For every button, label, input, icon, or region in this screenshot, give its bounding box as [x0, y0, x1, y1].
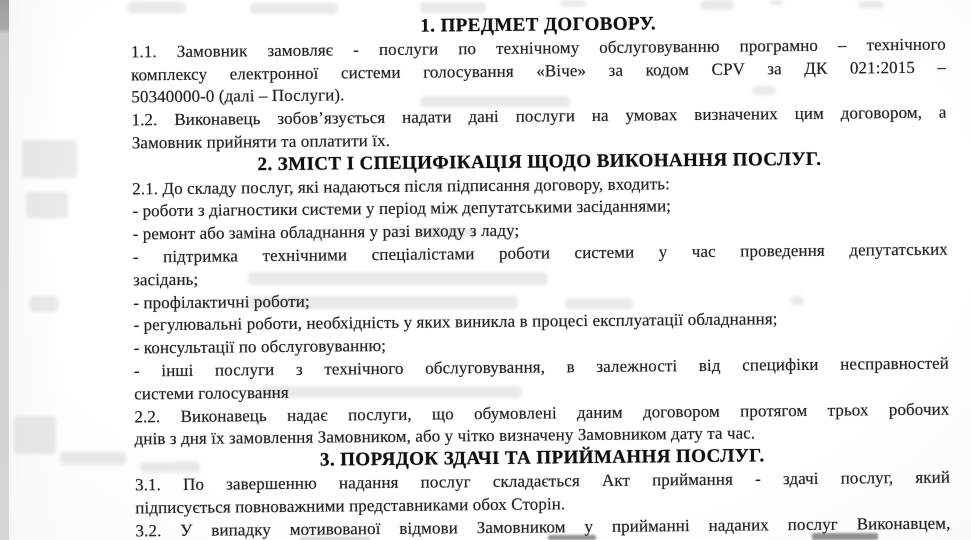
doc-line: комплексу електронної системи голосування «Віче» за кодом CPV за ДК 021:2015 – — [131, 57, 947, 84]
heading-poriadok-zdachi: 3. ПОРЯДОК ЗДАЧІ ТА ПРИЙМАННЯ ПОСЛУГ. — [319, 445, 765, 471]
doc-line: Замовник прийняти та оплатити їх. — [131, 130, 391, 153]
doc-line: 1.2. Виконавець зобов’язується надати дані послуги на умовах визначених цим договором, а — [131, 102, 947, 130]
doc-line: 3.2. У випадку мотивованої відмови Замовником у прийманні наданих послуг Виконавцем, — [135, 513, 951, 540]
doc-line: - інші послуги з технічного обслуговування, в залежності від специфіки несправностей — [133, 353, 950, 381]
doc-line: підписується повноважними представниками обох Сторін. — [135, 493, 566, 518]
doc-line: - профілактичні роботи; — [133, 291, 310, 312]
doc-line: - регулювальні роботи, необхідність у яких виникла в процесі експлуатації обладнання; — [133, 309, 778, 335]
doc-line: - консультації по обслуговуванню; — [133, 336, 387, 358]
doc-line: 50340000-0 (далі – Послуги). — [131, 85, 345, 107]
doc-line: 2.2. Виконавець надає послуги, що обумовлені даним договором протягом трьох робочих — [134, 399, 950, 426]
doc-line: 3.1. По завершенню надання послуг складається Акт приймання - здачі послуг, який — [134, 467, 951, 495]
doc-line: - підтримка технічними спеціалістами роботи системи у час проведення депутатських — [132, 239, 948, 267]
doc-line: - ремонт або заміна обладнання у разі виходу з ладу; — [132, 220, 520, 244]
doc-line: 1.1. Замовник замовляє - послуги по технічному обслуговуванню програмно – технічного — [130, 34, 946, 62]
doc-line: - роботи з діагностики системи у період між депутатськими засіданнями; — [132, 196, 672, 221]
heading-predmet-dohovoru: 1. ПРЕДМЕТ ДОГОВОРУ. — [420, 13, 657, 37]
doc-line: 2.1. До складу послуг, які надаються після підписання договору, входить: — [132, 173, 670, 198]
heading-zmist-spetsyfikatsiia: 2. ЗМІСТ І СПЕЦИФІКАЦІЯ ЩОДО ВИКОНАННЯ ПОСЛУГ. — [257, 148, 822, 175]
contract-text-block — [131, 11, 951, 540]
doc-line: системи голосування — [134, 382, 289, 404]
doc-line: засідань; — [132, 269, 199, 290]
doc-line: днів з дня їх замовлення Замовником, або у чітко визначену Замовником дату та час. — [134, 423, 756, 449]
